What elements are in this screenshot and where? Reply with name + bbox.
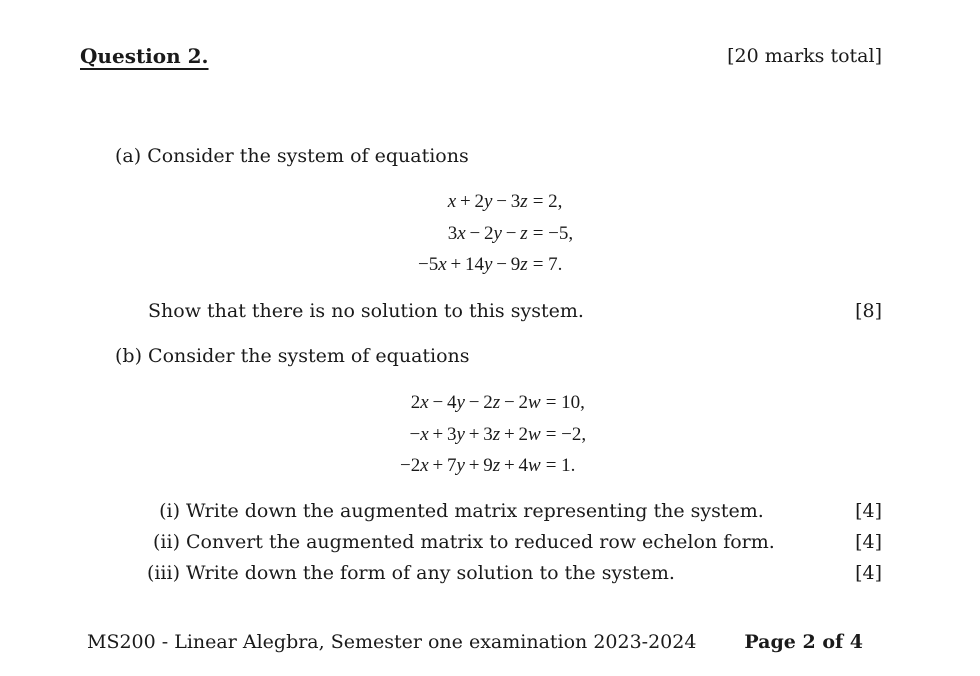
subq-num-iii: (iii)	[146, 562, 180, 584]
question-title: Question 2.	[80, 44, 209, 68]
equation-rhs: = 1.	[545, 455, 576, 476]
equation-row	[400, 450, 586, 482]
equation-rhs: = 10,	[545, 392, 585, 413]
subq-marks-ii: [4]	[855, 531, 882, 553]
part-a-label: (a) Consider the system of equations	[115, 145, 469, 167]
equation-rhs: = −5,	[532, 222, 574, 244]
equation-lhs: x + 2y − 3z	[447, 191, 528, 212]
equation-lhs: −2x + 7y + 9z + 4w	[400, 455, 541, 476]
equation-row	[400, 387, 586, 419]
equation-row	[418, 218, 573, 250]
subq-marks-i: [4]	[855, 500, 882, 522]
equation-rhs: = 2,	[532, 191, 563, 212]
subq-text-i: Write down the augmented matrix representing the system.	[186, 500, 764, 522]
equation-lhs: −5x + 14y − 9z	[418, 254, 528, 275]
equation-row	[400, 419, 586, 451]
equation-lhs: −x + 3y + 3z + 2w	[409, 423, 541, 445]
subq-text-iii: Write down the form of any solution to the system.	[186, 562, 675, 584]
equation-rhs: = 7.	[532, 254, 563, 275]
subq-num-i: (i)	[159, 500, 180, 522]
marks-total: [20 marks total]	[727, 45, 882, 67]
subq-text-ii: Convert the augmented matrix to reduced row echelon form.	[186, 531, 775, 553]
equation-rhs: = −2,	[545, 423, 587, 445]
equation-lhs: 3x − 2y − z	[447, 222, 528, 244]
part-a-instruction: Show that there is no solution to this system.	[148, 300, 584, 322]
subq-num-ii: (ii)	[153, 531, 180, 553]
equation-lhs: 2x − 4y − 2z − 2w	[410, 392, 541, 413]
part-b-equations	[400, 387, 586, 482]
footer-course: MS200 - Linear Alegbra, Semester one examination 2023-2024	[87, 631, 697, 653]
part-b-label: (b) Consider the system of equations	[115, 345, 470, 367]
equation-row	[418, 249, 573, 281]
part-a-equations	[418, 186, 573, 281]
footer-page-number: Page 2 of 4	[744, 631, 863, 653]
part-a-marks: [8]	[855, 300, 882, 322]
equation-row	[418, 186, 573, 218]
subq-marks-iii: [4]	[855, 562, 882, 584]
